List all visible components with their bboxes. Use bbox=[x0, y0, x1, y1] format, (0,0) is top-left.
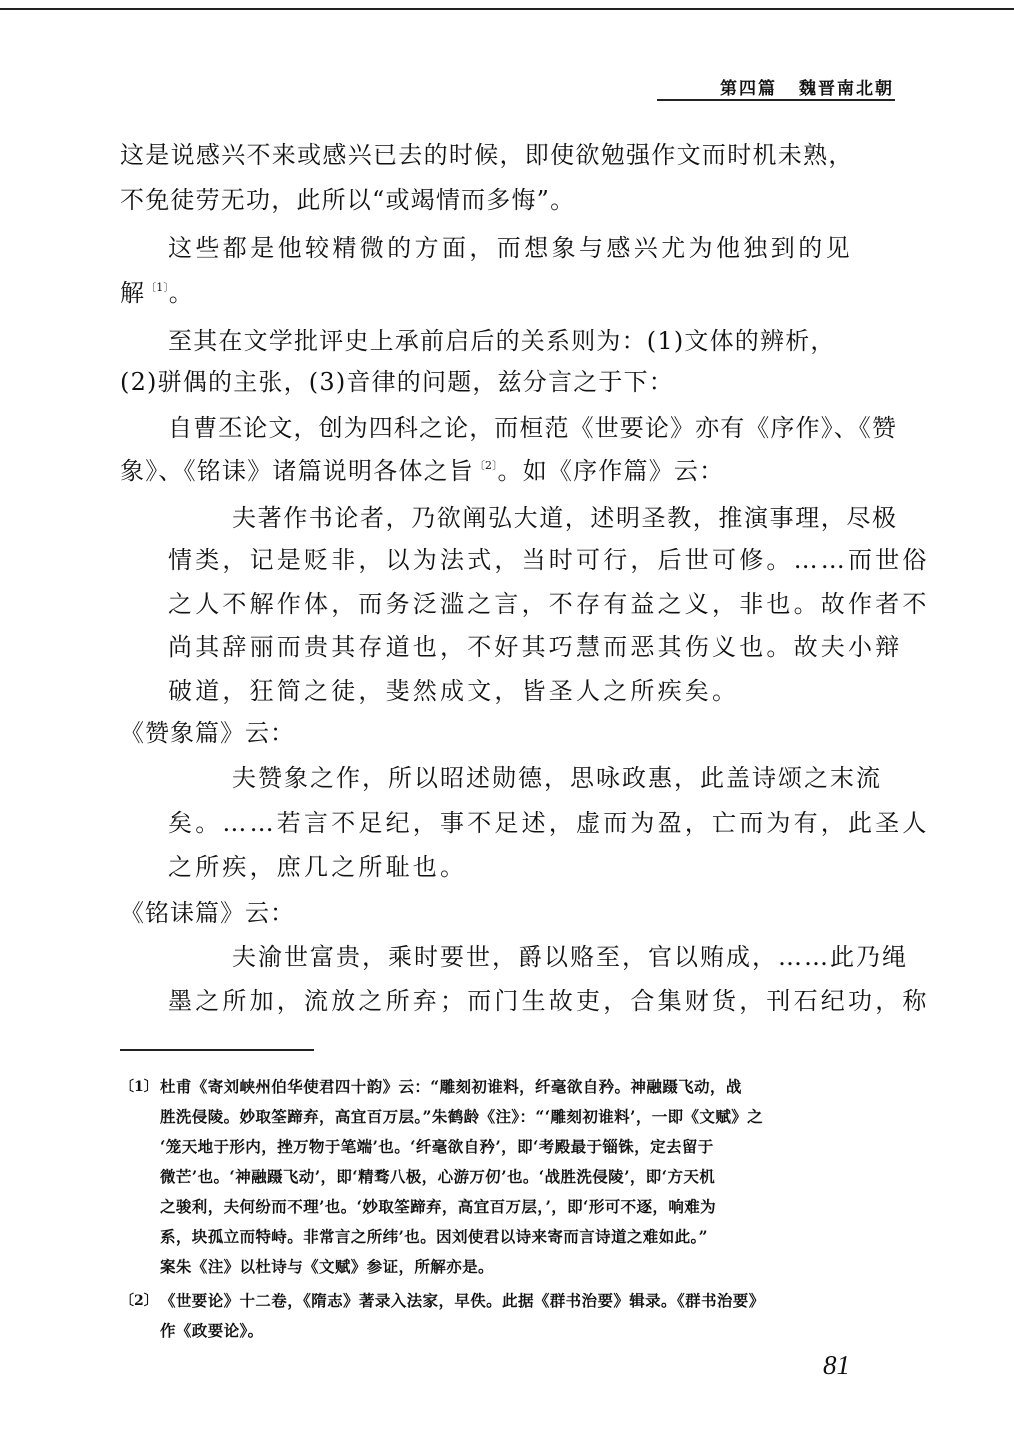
quote-intro: 《铭诔篇》云： bbox=[120, 899, 295, 927]
footnote-line: 之骏利，夫何纷而不理’也。‘妙取筌蹄弃，高宜百万层，’，即‘形可不逐，响难为 bbox=[160, 1197, 717, 1216]
quote-line: 夫著作书论者，乃欲阐弘大道，述明圣教，推演事理，尽极 bbox=[232, 504, 898, 532]
footnote-ref-2[interactable]: 〔2〕 bbox=[474, 459, 498, 472]
footnote-line: ‘笼天地于形内，挫万物于笔端’也。‘纤毫欲自矜’，即‘考殿最于锱铢，定去留于 bbox=[160, 1137, 714, 1156]
quote-line: 夫赞象之作，所以昭述勋德，思咏政惠，此盖诗颂之末流 bbox=[232, 764, 882, 792]
header-title: 魏晋南北朝 bbox=[799, 79, 894, 99]
header-rule bbox=[657, 99, 895, 101]
footnote-line: 微芒’也。‘神融蹑飞动’，即‘精骛八极，心游万仞’也。‘战胜洗侵陵’，即‘方天机 bbox=[160, 1167, 716, 1186]
quote-line: 情类，记是贬非，以为法式，当时可行，后世可修。……而世俗 bbox=[168, 546, 930, 574]
paragraph-line: 至其在文学批评史上承前启后的关系则为：(1)文体的辨析， bbox=[168, 327, 836, 355]
top-border-rule bbox=[0, 8, 1014, 10]
quote-intro: 《赞象篇》云： bbox=[120, 719, 295, 747]
running-header bbox=[720, 74, 894, 99]
paragraph-line: 解$^{〔1〕}$。 bbox=[120, 279, 194, 307]
footnote-ref-1[interactable]: 〔1〕 bbox=[145, 281, 169, 294]
footnote-line: 案朱《注》以杜诗与《文赋》参证，所解亦是。 bbox=[160, 1257, 494, 1276]
paragraph-line: (2)骈偶的主张，(3)音律的问题，兹分言之于下： bbox=[120, 368, 674, 396]
paragraph-line: 自曹丕论文，创为四科之论，而桓范《世要论》亦有《序作》、《赞 bbox=[168, 414, 897, 442]
quote-line: 矣。……若言不足纪，事不足述，虚而为盈，亡而为有，此圣人 bbox=[168, 809, 930, 837]
header-section: 第四篇 bbox=[720, 79, 777, 99]
quote-line: 之人不解作体，而务泛滥之言，不存有益之义，非也。故作者不 bbox=[168, 590, 930, 618]
footnote-line: 作《政要论》。 bbox=[160, 1321, 264, 1340]
quote-line: 之所疾，庶几之所耻也。 bbox=[168, 853, 468, 881]
quote-line: 夫渝世富贵，乘时要世，爵以赂至，官以贿成，……此乃绳 bbox=[232, 943, 908, 971]
paragraph-line: 象》、《铭诔》诸篇说明各体之旨$^{〔2〕}$。如《序作篇》云： bbox=[120, 457, 725, 485]
paragraph-line: 这些都是他较精微的方面，而想象与感兴尤为他独到的见 bbox=[168, 234, 853, 262]
footnote-line: 杜甫《寄刘峡州伯华使君四十韵》云：“雕刻初谁料，纤毫欲自矜。神融蹑飞动，战 bbox=[160, 1077, 742, 1096]
footnote-mark-2: 〔2〕 bbox=[120, 1293, 158, 1309]
quote-line: 破道，狂简之徒，斐然成文，皆圣人之所疾矣。 bbox=[168, 677, 740, 705]
footnote-line: 胜洗侵陵。妙取筌蹄弃，高宜百万层。”朱鹤龄《注》：“‘雕刻初谁料’，一即《文赋》之 bbox=[160, 1107, 764, 1126]
page-number: 81 bbox=[823, 1350, 850, 1380]
quote-line: 尚其辞丽而贵其存道也，不好其巧慧而恶其伤义也。故夫小辩 bbox=[168, 633, 903, 661]
footnote-line: 系，块孤立而特峙。非常言之所纬’也。因刘使君以诗来寄而言诗道之难如此。” bbox=[160, 1227, 708, 1246]
paragraph-line: 这是说感兴不来或感兴已去的时候，即使欲勉强作文而时机未熟， bbox=[120, 141, 854, 169]
footnote-mark-1: 〔1〕 bbox=[120, 1079, 158, 1095]
footnote-separator bbox=[120, 1049, 314, 1051]
quote-line: 墨之所加，流放之所弃；而门生故吏，合集财货，刊石纪功，称 bbox=[168, 987, 930, 1015]
footnote-line: 《世要论》十二卷，《隋志》著录入法家，早佚。此据《群书治要》辑录。《群书治要》 bbox=[160, 1291, 765, 1310]
paragraph-line: 不免徒劳无功，此所以“或竭情而多悔”。 bbox=[120, 186, 576, 214]
